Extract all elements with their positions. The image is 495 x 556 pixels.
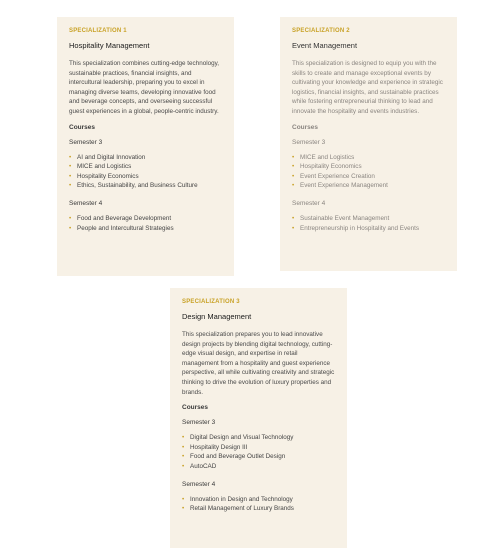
bullet-icon: • [182, 462, 185, 470]
bullet-icon: • [292, 182, 295, 190]
semester-label: Semester 4 [182, 480, 216, 488]
course-item [69, 224, 222, 234]
bullet-icon: • [182, 453, 185, 461]
bullet-icon: • [69, 163, 72, 171]
course-name: Hospitality Economics [300, 163, 362, 171]
course-name: MICE and Logistics [77, 163, 132, 171]
specialization-title: Hospitality Management [69, 41, 150, 50]
course-name: Digital Design and Visual Technology [190, 434, 294, 442]
specialization-card-3 [170, 288, 347, 548]
course-list [292, 153, 445, 191]
course-name: Ethics, Sustainability, and Business Culture [77, 182, 198, 190]
courses-heading: Courses [292, 123, 319, 131]
course-name: Entrepreneurship in Hospitality and Events [300, 224, 420, 232]
course-name: AutoCAD [190, 462, 217, 470]
bullet-icon: • [69, 182, 72, 190]
semester-block [182, 481, 335, 514]
course-item [182, 443, 335, 453]
specialization-description: This specialization prepares you to lead innovative design projects by blending digital technology, cutting-edge visual design, and expertise in retail management from a hospitality and guest experience perspective, all while cultivating creativity and strategic thinking to drive the evolution of luxury properties and brands. [182, 331, 335, 396]
course-item [292, 214, 445, 224]
semester-block [69, 200, 222, 233]
bullet-icon: • [69, 224, 72, 232]
specialization-card-1 [57, 17, 234, 276]
course-name: Event Experience Management [300, 182, 388, 190]
course-item [182, 433, 335, 443]
bullet-icon: • [182, 505, 185, 513]
bullet-icon: • [182, 434, 185, 442]
semester-label: Semester 3 [69, 138, 103, 146]
specialization-card-2 [280, 17, 457, 271]
bullet-icon: • [182, 495, 185, 503]
course-item [292, 172, 445, 182]
semester-block [69, 139, 222, 191]
specialization-title: Event Management [292, 41, 358, 50]
bullet-icon: • [69, 214, 72, 222]
course-name: Hospitality Design III [190, 443, 248, 451]
course-item [182, 452, 335, 462]
courses-heading: Courses [69, 123, 96, 131]
semester-block [292, 139, 445, 191]
specialization-kicker: SPECIALIZATION 3 [182, 299, 240, 305]
course-list [292, 214, 445, 233]
course-name: Sustainable Event Management [300, 214, 390, 222]
course-list [69, 214, 222, 233]
course-list [182, 495, 335, 514]
course-item [292, 162, 445, 172]
course-list [69, 153, 222, 191]
courses-heading: Courses [182, 404, 209, 412]
course-list [182, 433, 335, 471]
semester-label: Semester 4 [69, 199, 103, 207]
specialization-kicker: SPECIALIZATION 1 [69, 28, 127, 34]
bullet-icon: • [292, 214, 295, 222]
course-item [292, 153, 445, 163]
bullet-icon: • [182, 443, 185, 451]
bullet-icon: • [292, 163, 295, 171]
course-name: Innovation in Design and Technology [190, 495, 293, 503]
course-name: AI and Digital Innovation [77, 153, 146, 161]
course-item [182, 495, 335, 505]
course-item [292, 181, 445, 191]
specialization-description: This specialization is designed to equip you with the skills to create and manage exceptional events by cultivating your knowledge and experience in strategic logistics, financial insights, and sustainable practices while fostering entrepreneurial thinking to lead and innovate the hospitality and events industries. [292, 60, 443, 115]
semester-label: Semester 4 [292, 199, 326, 207]
course-item [292, 224, 445, 234]
course-item [69, 172, 222, 182]
course-name: Hospitality Economics [77, 172, 139, 180]
course-item [182, 504, 335, 514]
semester-label: Semester 3 [292, 138, 326, 146]
course-name: Event Experience Creation [300, 172, 375, 180]
course-item [69, 153, 222, 163]
bullet-icon: • [292, 224, 295, 232]
course-item [69, 162, 222, 172]
specialization-title: Design Management [182, 312, 252, 321]
course-name: People and Intercultural Strategies [77, 224, 174, 232]
bullet-icon: • [292, 153, 295, 161]
semester-block [292, 200, 445, 233]
bullet-icon: • [69, 172, 72, 180]
course-name: Food and Beverage Development [77, 214, 172, 222]
semester-label: Semester 3 [182, 419, 216, 427]
course-item [69, 214, 222, 224]
course-name: MICE and Logistics [300, 153, 355, 161]
bullet-icon: • [69, 153, 72, 161]
course-name: Retail Management of Luxury Brands [190, 505, 294, 513]
semester-block [182, 419, 335, 471]
course-name: Food and Beverage Outlet Design [190, 453, 286, 461]
specialization-description: This specialization combines cutting-edge technology, sustainable practices, financial insights, and intercultural leadership, preparing you to excel in managing diverse teams, developing innovative food and beverage concepts, and overseeing successful guest experiences in a global, people-centric industry. [69, 60, 220, 115]
course-item [182, 462, 335, 472]
specialization-kicker: SPECIALIZATION 2 [292, 28, 350, 34]
bullet-icon: • [292, 172, 295, 180]
course-item [69, 181, 222, 191]
